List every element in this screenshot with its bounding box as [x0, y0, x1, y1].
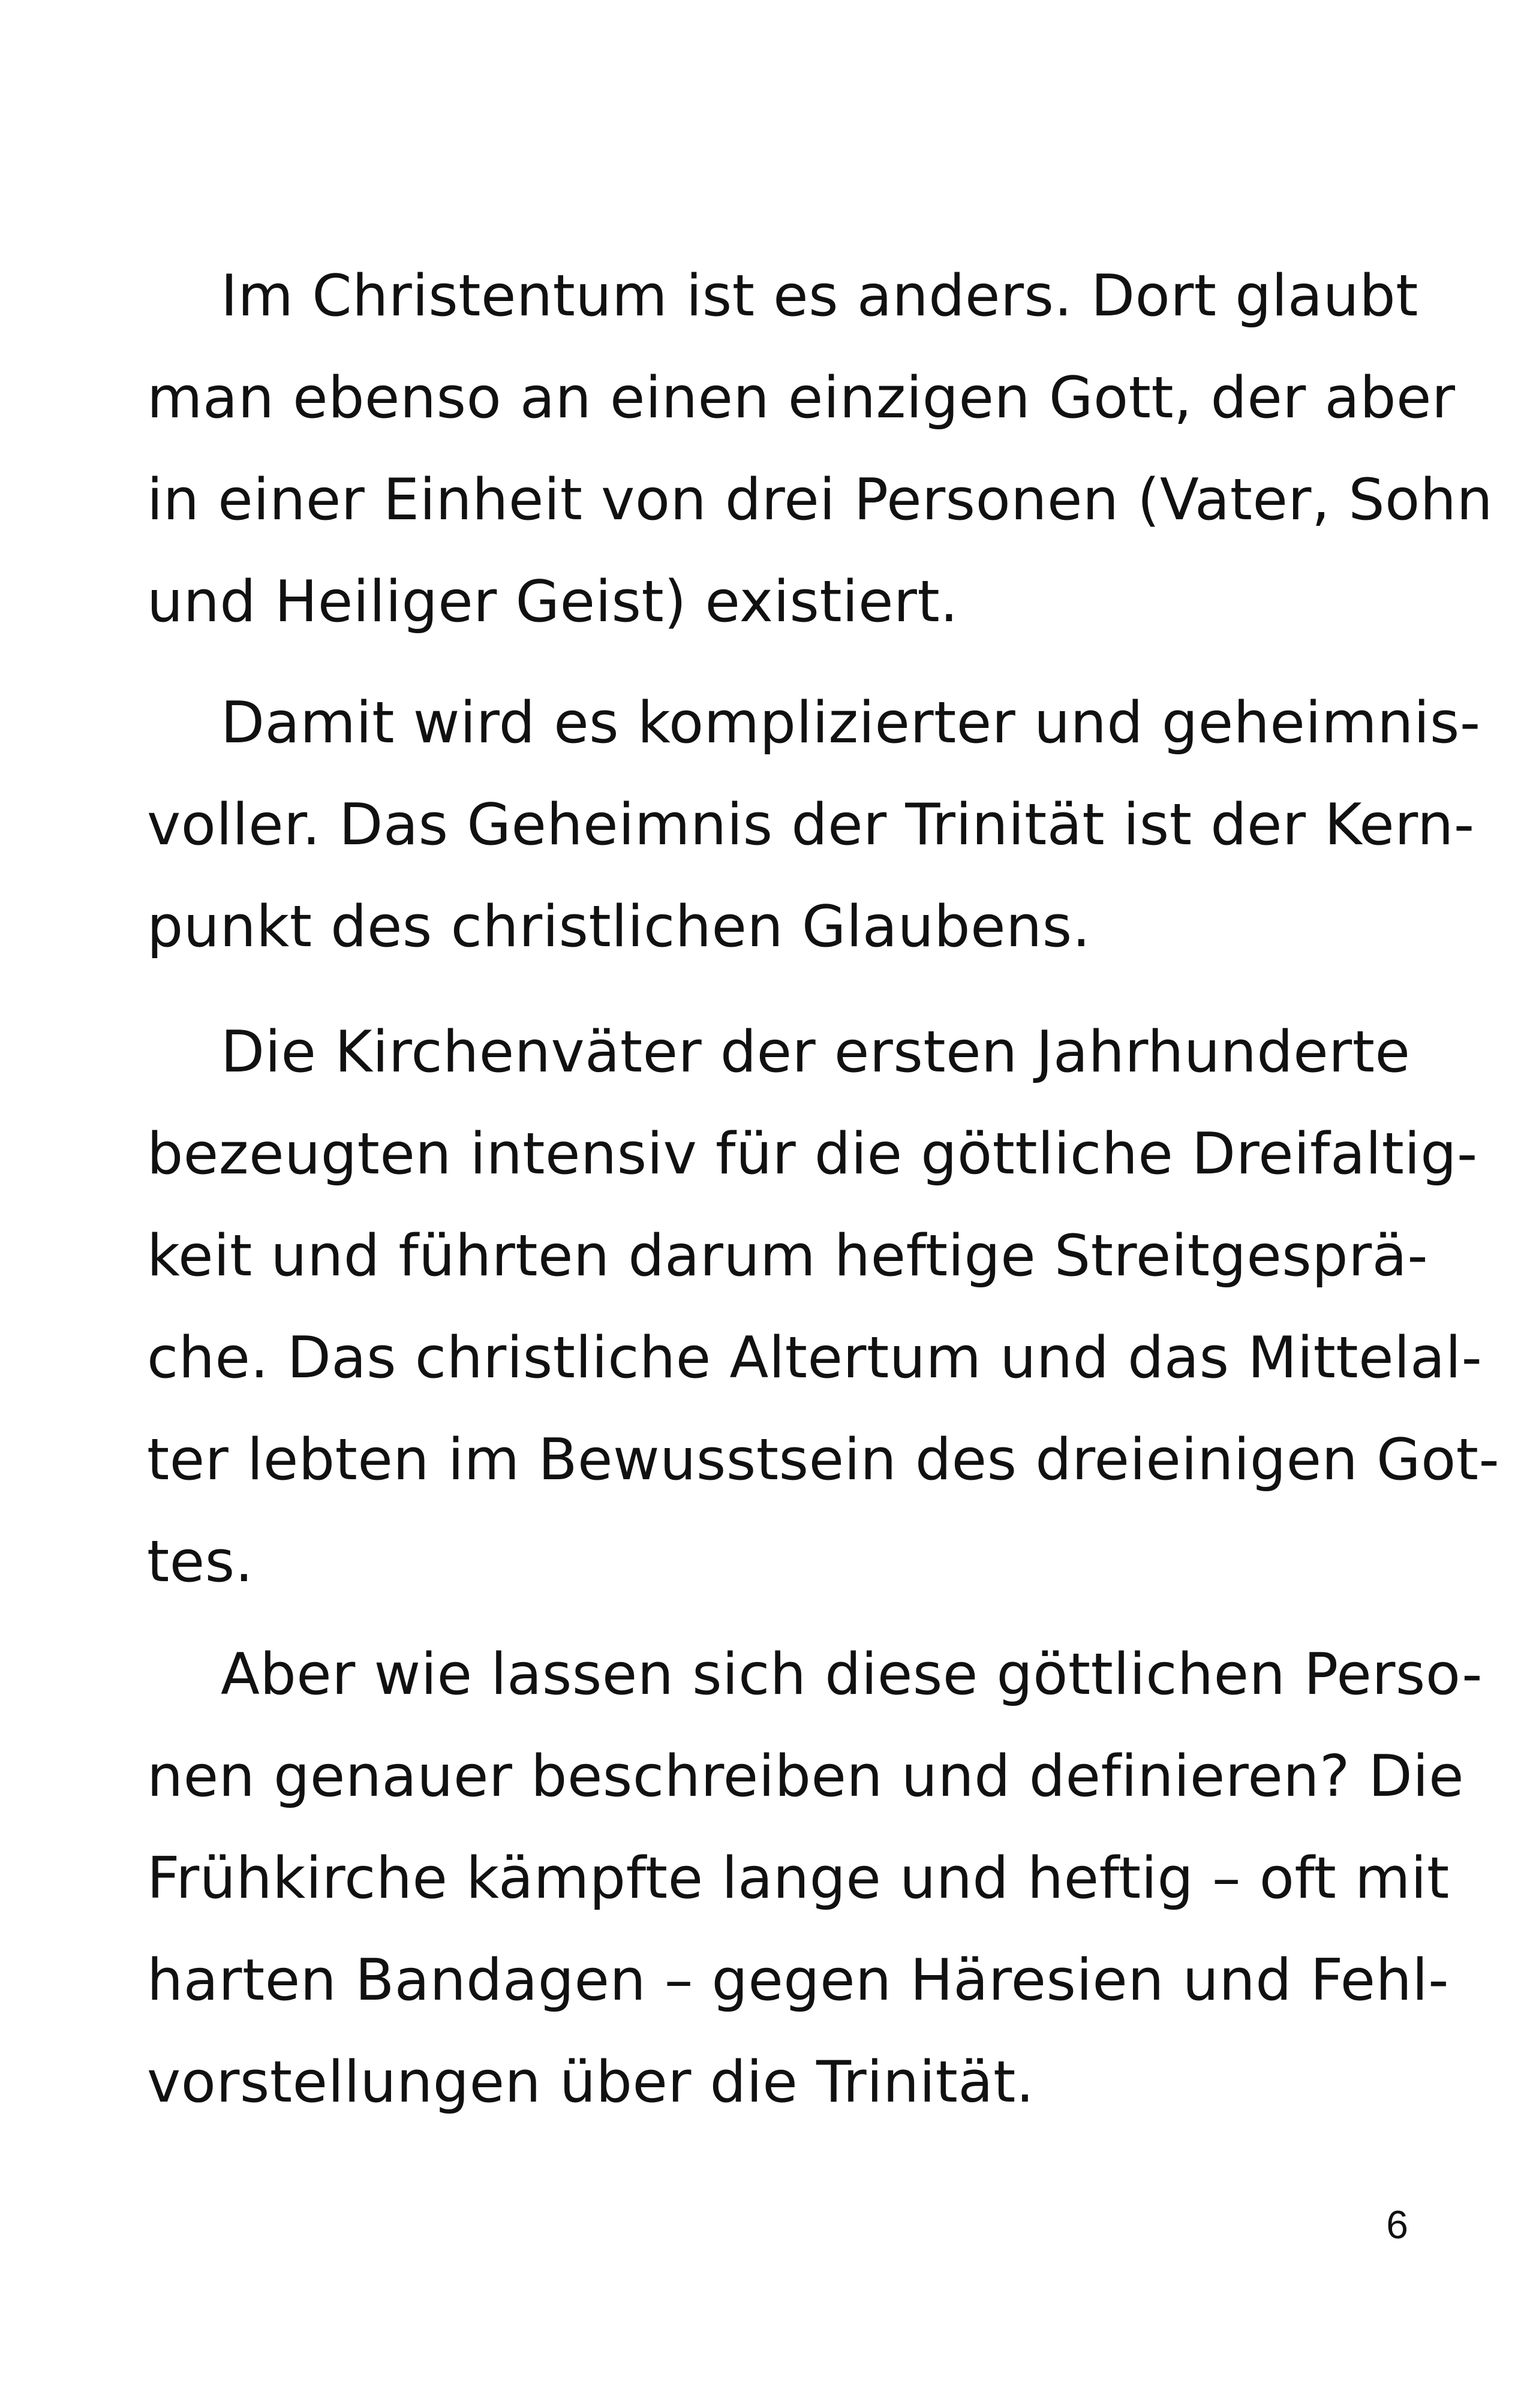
- paragraph-3-line-2: bezeugten intensiv für die göttliche Dreifaltig-: [147, 1121, 1478, 1187]
- paragraph-3-line-5: ter lebten im Bewusstsein des dreieinigen Got-: [147, 1427, 1500, 1493]
- paragraph-1-line-3: in einer Einheit von drei Personen (Vater, Sohn: [147, 467, 1493, 533]
- paragraph-4-line-2: nen genauer beschreiben und definieren? Die: [147, 1744, 1465, 1810]
- paragraph-2-line-1: Damit wird es komplizierter und geheimnis-: [221, 690, 1481, 756]
- page-number: 6: [1386, 2202, 1408, 2247]
- paragraph-3-line-1: Die Kirchenväter der ersten Jahrhunderte: [221, 1019, 1411, 1085]
- paragraph-3-line-4: che. Das christliche Altertum und das Mittelal-: [147, 1325, 1483, 1391]
- paragraph-1-line-2: man ebenso an einen einzigen Gott, der aber: [147, 365, 1456, 431]
- paragraph-4-line-4: harten Bandagen – gegen Häresien und Fehl-: [147, 1948, 1449, 2013]
- paragraph-4-line-3: Frühkirche kämpfte lange und heftig – oft mit: [147, 1846, 1450, 1912]
- paragraph-3-line-6: tes.: [147, 1529, 254, 1595]
- paragraph-3-line-3: keit und führten darum heftige Streitgesprä-: [147, 1223, 1429, 1289]
- paragraph-2-line-2: voller. Das Geheimnis der Trinität ist der Kern-: [147, 792, 1475, 858]
- paragraph-4-line-1: Aber wie lassen sich diese göttlichen Perso-: [221, 1642, 1483, 1708]
- paragraph-1-line-4: und Heiliger Geist) existiert.: [147, 569, 958, 635]
- paragraph-2-line-3: punkt des christlichen Glaubens.: [147, 894, 1091, 960]
- paragraph-4-line-5: vorstellungen über die Trinität.: [147, 2049, 1035, 2115]
- paragraph-1-line-1: Im Christentum ist es anders. Dort glaubt: [221, 263, 1418, 329]
